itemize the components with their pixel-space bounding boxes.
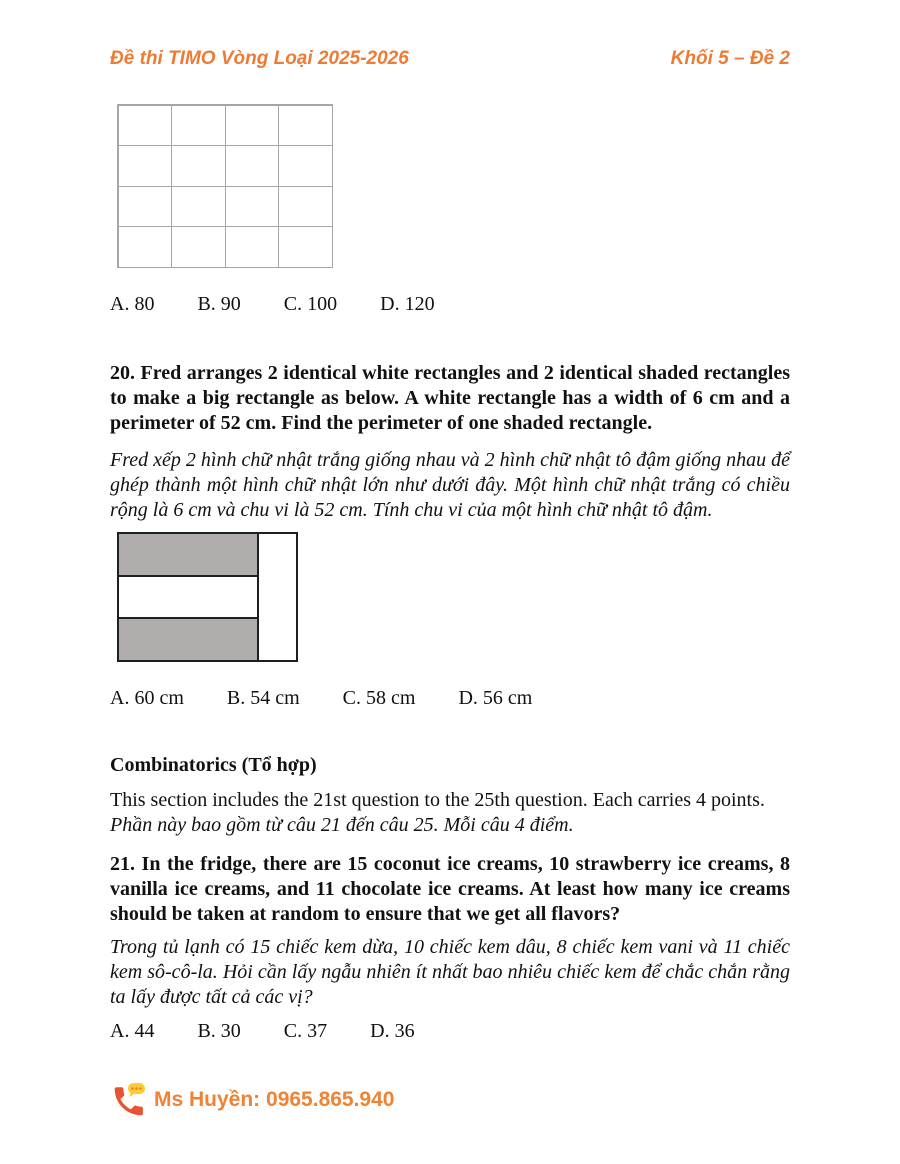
exam-title: Đề thi TIMO Vòng Loại 2025-2026: [110, 48, 409, 69]
section-heading: Combinatorics (Tổ hợp): [110, 754, 317, 776]
page-header: [110, 48, 790, 70]
question21-text-en: 21. In the fridge, there are 15 coconut ice creams, 10 strawberry ice creams, 8 vanilla ice creams, and 11 chocolate ice creams. At least how many ice creams should be taken at random to ensure that we get all flavors?: [110, 853, 790, 925]
white-rectangle-middle: [119, 577, 257, 620]
question21-text-vi: Trong tủ lạnh có 15 chiếc kem dừa, 10 chiếc kem dâu, 8 chiếc kem vani và 11 chiếc kem sô-cô-la. Hỏi cần lấy ngẫu nhiên ít nhất bao nhiêu chiếc kem để chắc chắn rằng ta lấy được tất cả các vị?: [110, 936, 790, 1008]
phone-icon: [110, 1082, 148, 1118]
option-d: D. 56 cm: [458, 687, 533, 709]
grid-cell: [278, 105, 333, 147]
section-text-vi: Phần này bao gồm từ câu 21 đến câu 25. Mỗi câu 4 điểm.: [110, 814, 574, 836]
option-b: B. 90: [197, 293, 241, 315]
grid-cell: [225, 105, 280, 147]
grid-cell: [171, 186, 226, 228]
grid-cell: [278, 145, 333, 187]
shaded-rectangle-top: [119, 534, 257, 577]
grid-cell: [225, 226, 280, 268]
page-footer: [110, 1082, 790, 1118]
grid-cell: [118, 186, 173, 228]
grid-cell: [118, 226, 173, 268]
option-c: C. 37: [283, 1020, 328, 1042]
contact-text: Ms Huyền: 0965.865.940: [154, 1088, 395, 1111]
grid-cell: [278, 226, 333, 268]
option-a: A. 80: [110, 293, 155, 315]
option-d: D. 120: [380, 293, 435, 315]
question19-grid-figure: [117, 104, 333, 268]
question20-options: [110, 686, 790, 711]
grid-cell: [225, 186, 280, 228]
option-a: A. 60 cm: [110, 687, 184, 709]
option-a: A. 44: [110, 1020, 155, 1042]
grid-cell: [171, 226, 226, 268]
question20-figure: [117, 532, 298, 662]
question19-options: [110, 292, 790, 317]
grid-cell: [118, 145, 173, 187]
option-b: B. 54 cm: [226, 687, 300, 709]
grid-cell: [171, 145, 226, 187]
grid-cell: [278, 186, 333, 228]
figure-left-block: [119, 534, 259, 660]
grid-cell: [118, 105, 173, 147]
question20-text-en: 20. Fred arranges 2 identical white rectangles and 2 identical shaded rectangles to make a big rectangle as below. A white rectangle has a width of 6 cm and a perimeter of 52 cm. Find the perimeter of one shaded rectangle.: [110, 362, 790, 434]
question20-text-vi: Fred xếp 2 hình chữ nhật trắng giống nhau và 2 hình chữ nhật tô đậm giống nhau để ghép thành một hình chữ nhật lớn như dưới đây. Một hình chữ nhật trắng có chiều rộng là 6 cm và chu vi là 52 cm. Tính chu vi của một hình chữ nhật tô đậm.: [110, 449, 790, 521]
grid-cell: [171, 105, 226, 147]
grid-cell: [225, 145, 280, 187]
white-rectangle-right: [259, 534, 296, 660]
section-text-en: This section includes the 21st question to the 25th question. Each carries 4 points.: [110, 789, 765, 811]
option-c: C. 58 cm: [342, 687, 416, 709]
grade-label: Khối 5 – Đề 2: [670, 48, 790, 69]
shaded-rectangle-bottom: [119, 619, 257, 660]
question21-options: [110, 1019, 790, 1044]
option-c: C. 100: [283, 293, 338, 315]
option-d: D. 36: [370, 1020, 415, 1042]
option-b: B. 30: [197, 1020, 241, 1042]
